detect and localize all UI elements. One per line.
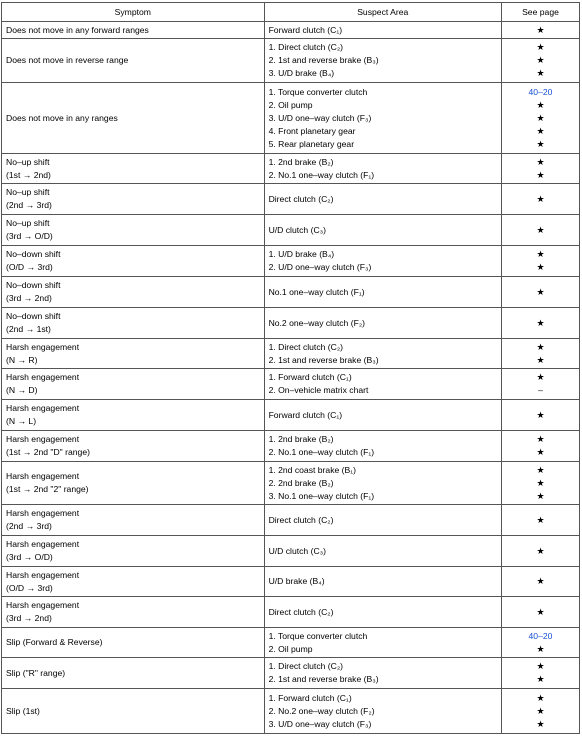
see-page-cell-line: ★ <box>536 477 545 488</box>
symptom-cell-line: Harsh engagement <box>6 434 80 444</box>
table-row <box>2 567 580 597</box>
symptom-cell <box>2 400 265 431</box>
see-page-cell-line: ★ <box>536 545 545 556</box>
symptom-cell-line: (1st → 2nd "D" range) <box>6 447 90 457</box>
see-page-cell-line: ★ <box>536 262 545 272</box>
see-page-cell-line: ★ <box>536 674 545 684</box>
suspect-area-cell-line: 1. 2nd brake (B₂) <box>268 434 334 444</box>
see-page-cell-line: ★ <box>536 514 545 525</box>
see-page-cell-line: – <box>538 385 543 395</box>
see-page-cell-line: ★ <box>536 341 545 352</box>
suspect-area-cell-line: Forward clutch (C₁) <box>268 24 343 35</box>
symptom-cell <box>2 83 265 154</box>
suspect-area-cell <box>264 462 501 505</box>
table-row <box>2 246 580 277</box>
suspect-area-cell <box>264 628 501 658</box>
table-row <box>2 536 580 567</box>
symptom-cell-line: No–down shift <box>6 249 61 259</box>
see-page-cell-line: ★ <box>536 156 545 167</box>
symptom-cell-line: Harsh engagement <box>6 372 80 382</box>
symptom-cell-line: Harsh engagement <box>6 600 80 610</box>
suspect-area-cell-line: 2. On–vehicle matrix chart <box>268 385 369 395</box>
suspect-area-cell-line: U/D clutch (C₃) <box>268 224 327 235</box>
symptom-cell <box>2 369 265 400</box>
table-row <box>2 689 580 734</box>
see-page-cell-line: ★ <box>536 490 545 501</box>
suspect-area-cell <box>264 184 501 215</box>
table-row <box>2 339 580 369</box>
table-row <box>2 628 580 658</box>
symptom-cell-line: Harsh engagement <box>6 569 80 580</box>
troubleshooting-table <box>1 2 580 734</box>
suspect-area-cell-line: 1. Torque converter clutch <box>268 86 368 97</box>
see-page-cell-line: ★ <box>536 24 545 35</box>
suspect-area-cell-line: 1. 2nd coast brake (B₁) <box>268 464 357 475</box>
suspect-area-cell <box>264 369 501 400</box>
suspect-area-cell-line: No.2 one–way clutch (F₂) <box>268 317 366 328</box>
table-row <box>2 505 580 536</box>
table-body <box>2 22 580 734</box>
suspect-area-cell-line: Direct clutch (C₂) <box>268 193 334 204</box>
symptom-cell <box>2 567 265 597</box>
suspect-area-cell-line: Direct clutch (C₂) <box>268 606 334 617</box>
see-page-cell <box>501 462 579 505</box>
see-page-cell <box>501 400 579 431</box>
see-page-cell-line: ★ <box>536 372 545 382</box>
symptom-cell <box>2 462 265 505</box>
suspect-area-cell <box>264 339 501 369</box>
symptom-cell-line: (3rd → 2nd) <box>6 613 52 623</box>
symptom-cell <box>2 597 265 628</box>
see-page-cell <box>501 308 579 339</box>
suspect-area-cell-line: 2. 1st and reverse brake (B₃) <box>268 674 379 684</box>
symptom-cell-line: Harsh engagement <box>6 508 80 518</box>
table-row <box>2 308 580 339</box>
symptom-cell-line: (2nd → 3rd) <box>6 521 52 531</box>
symptom-cell-line: Harsh engagement <box>6 341 80 352</box>
see-page-cell-line: ★ <box>536 125 545 136</box>
see-page-cell-line: ★ <box>536 447 545 457</box>
symptom-cell-line: No–up shift <box>6 218 50 228</box>
symptom-cell-line: (O/D → 3rd) <box>6 582 53 593</box>
symptom-cell-line: No–up shift <box>6 156 50 167</box>
symptom-cell <box>2 628 265 658</box>
see-page-header: See page <box>501 3 579 22</box>
suspect-area-cell-line: 2. No.1 one–way clutch (F₁) <box>268 169 375 180</box>
symptom-cell-line: (O/D → 3rd) <box>6 262 53 272</box>
symptom-cell-line: Harsh engagement <box>6 539 80 549</box>
suspect-area-cell-line: Forward clutch (C₁) <box>268 409 343 420</box>
see-page-cell <box>501 597 579 628</box>
suspect-area-cell-line: 2. 2nd brake (B₂) <box>268 477 334 488</box>
see-page-cell <box>501 154 579 184</box>
symptom-cell-line: Harsh engagement <box>6 471 80 481</box>
symptom-cell-line: No–down shift <box>6 280 61 290</box>
symptom-cell-line: Harsh engagement <box>6 403 80 413</box>
see-page-cell-line: ★ <box>536 464 545 475</box>
suspect-area-cell-line: 1. Direct clutch (C₂) <box>268 42 344 52</box>
symptom-cell <box>2 39 265 83</box>
suspect-area-cell-line: U/D clutch (C₃) <box>268 545 327 556</box>
see-page-cell <box>501 215 579 246</box>
see-page-cell-line: ★ <box>536 42 545 52</box>
table-row <box>2 215 580 246</box>
symptom-cell-line: Slip (1st) <box>6 705 40 716</box>
symptom-cell <box>2 154 265 184</box>
symptom-cell-line: Slip ("R" range) <box>6 667 66 678</box>
table-row <box>2 597 580 628</box>
see-page-cell-line: ★ <box>536 354 545 365</box>
see-page-cell <box>501 689 579 734</box>
see-page-cell <box>501 339 579 369</box>
see-page-cell-line: ★ <box>536 718 545 729</box>
symptom-cell <box>2 308 265 339</box>
symptom-cell <box>2 246 265 277</box>
suspect-area-cell <box>264 658 501 689</box>
see-page-cell <box>501 22 579 39</box>
symptom-cell-line: (N → L) <box>6 416 37 426</box>
suspect-area-header: Suspect Area <box>264 3 501 22</box>
suspect-area-cell-line: 3. U/D brake (B₄) <box>268 68 335 78</box>
suspect-area-cell <box>264 308 501 339</box>
symptom-cell-line: Does not move in reverse range <box>6 55 129 65</box>
suspect-area-cell <box>264 83 501 154</box>
symptom-cell <box>2 339 265 369</box>
see-page-cell-line: ★ <box>536 193 545 204</box>
suspect-area-cell-line: 2. Oil pump <box>268 643 313 654</box>
see-page-cell-line: ★ <box>536 409 545 420</box>
page-link[interactable]: 40–20 <box>528 630 553 641</box>
symptom-cell <box>2 505 265 536</box>
page-link[interactable]: 40–20 <box>528 86 553 97</box>
see-page-cell-line: ★ <box>536 169 545 180</box>
suspect-area-cell <box>264 39 501 83</box>
suspect-area-cell <box>264 567 501 597</box>
suspect-area-cell-line: 2. Oil pump <box>268 99 313 110</box>
suspect-area-cell-line: 1. Forward clutch (C₁) <box>268 372 352 382</box>
see-page-cell-line: ★ <box>536 224 545 235</box>
suspect-area-cell-line: 2. 1st and reverse brake (B₃) <box>268 55 379 65</box>
suspect-area-cell-line: 2. 1st and reverse brake (B₃) <box>268 354 379 365</box>
suspect-area-cell <box>264 689 501 734</box>
see-page-cell-line: ★ <box>536 606 545 617</box>
table-row <box>2 431 580 462</box>
symptom-cell-line: (2nd → 3rd) <box>6 200 52 210</box>
see-page-cell-line: ★ <box>536 692 545 703</box>
symptom-cell <box>2 277 265 308</box>
see-page-cell-line: ★ <box>536 643 545 654</box>
table-row <box>2 39 580 83</box>
suspect-area-cell-line: 2. U/D one–way clutch (F₃) <box>268 262 372 272</box>
see-page-cell <box>501 431 579 462</box>
symptom-cell-line: No–down shift <box>6 311 61 321</box>
suspect-area-cell <box>264 246 501 277</box>
symptom-cell-line: (1st → 2nd) <box>6 169 51 180</box>
see-page-cell <box>501 658 579 689</box>
suspect-area-cell-line: No.1 one–way clutch (F₁) <box>268 286 365 297</box>
see-page-cell <box>501 567 579 597</box>
see-page-cell-line: ★ <box>536 68 545 78</box>
suspect-area-cell-line: 1. 2nd brake (B₂) <box>268 156 334 167</box>
table-row <box>2 22 580 39</box>
suspect-area-cell-line: 1. U/D brake (B₄) <box>268 249 335 259</box>
symptom-cell <box>2 536 265 567</box>
see-page-cell <box>501 39 579 83</box>
see-page-cell-line: ★ <box>536 55 545 65</box>
see-page-cell-line: ★ <box>536 705 545 716</box>
table-row <box>2 83 580 154</box>
see-page-cell <box>501 505 579 536</box>
suspect-area-cell-line: Direct clutch (C₂) <box>268 514 334 525</box>
suspect-area-cell-line: 1. Direct clutch (C₂) <box>268 661 344 671</box>
symptom-cell <box>2 658 265 689</box>
see-page-cell-line: ★ <box>536 138 545 149</box>
table-row <box>2 400 580 431</box>
symptom-cell-line: (1st → 2nd "2" range) <box>6 484 89 494</box>
see-page-cell <box>501 628 579 658</box>
suspect-area-cell-line: 3. U/D one–way clutch (F₃) <box>268 112 372 123</box>
symptom-cell-line: Slip (Forward & Reverse) <box>6 637 103 647</box>
see-page-cell-line: ★ <box>536 249 545 259</box>
see-page-cell-line: ★ <box>536 112 545 123</box>
symptom-cell <box>2 215 265 246</box>
symptom-cell-line: (3rd → 2nd) <box>6 293 52 303</box>
see-page-cell-line: ★ <box>536 661 545 671</box>
see-page-cell <box>501 277 579 308</box>
suspect-area-cell-line: 2. No.1 one–way clutch (F₁) <box>268 447 375 457</box>
symptom-cell-line: Does not move in any forward ranges <box>6 24 149 35</box>
suspect-area-cell-line: 3. No.1 one–way clutch (F₁) <box>268 490 375 501</box>
suspect-area-cell <box>264 215 501 246</box>
table-row <box>2 658 580 689</box>
symptom-cell-line: (N → D) <box>6 385 38 395</box>
suspect-area-cell-line: U/D brake (B₄) <box>268 576 325 586</box>
suspect-area-cell-line: 3. U/D one–way clutch (F₃) <box>268 718 372 729</box>
see-page-cell <box>501 83 579 154</box>
header-row <box>2 3 580 22</box>
suspect-area-cell-line: 1. Torque converter clutch <box>268 630 368 641</box>
suspect-area-cell <box>264 400 501 431</box>
suspect-area-cell <box>264 431 501 462</box>
see-page-cell-line: ★ <box>536 99 545 110</box>
see-page-cell-line: ★ <box>536 434 545 444</box>
symptom-cell-line: (3rd → O/D) <box>6 231 53 241</box>
see-page-cell <box>501 536 579 567</box>
see-page-cell-line: ★ <box>536 317 545 328</box>
symptom-header: Symptom <box>2 3 265 22</box>
symptom-cell-line: No–up shift <box>6 187 50 197</box>
symptom-cell-line: (3rd → O/D) <box>6 552 53 562</box>
suspect-area-cell <box>264 536 501 567</box>
suspect-area-cell <box>264 597 501 628</box>
suspect-area-cell-line: 4. Front planetary gear <box>268 125 356 136</box>
see-page-cell-line: ★ <box>536 286 545 297</box>
table-row <box>2 369 580 400</box>
suspect-area-cell <box>264 277 501 308</box>
symptom-cell-line: (2nd → 1st) <box>6 324 51 334</box>
suspect-area-cell-line: 1. Direct clutch (C₂) <box>268 341 344 352</box>
table-row <box>2 462 580 505</box>
symptom-cell <box>2 184 265 215</box>
symptom-cell <box>2 689 265 734</box>
suspect-area-cell-line: 2. No.2 one–way clutch (F₂) <box>268 705 375 716</box>
suspect-area-cell <box>264 505 501 536</box>
suspect-area-cell-line: 5. Rear planetary gear <box>268 138 355 149</box>
see-page-cell-line: ★ <box>536 576 545 586</box>
table-row <box>2 154 580 184</box>
suspect-area-cell <box>264 154 501 184</box>
see-page-cell <box>501 246 579 277</box>
table-row <box>2 184 580 215</box>
symptom-cell <box>2 431 265 462</box>
see-page-cell <box>501 184 579 215</box>
symptom-cell-line: Does not move in any ranges <box>6 112 118 123</box>
suspect-area-cell <box>264 22 501 39</box>
symptom-cell-line: (N → R) <box>6 354 38 365</box>
see-page-cell <box>501 369 579 400</box>
suspect-area-cell-line: 1. Forward clutch (C₁) <box>268 692 352 703</box>
table-row <box>2 277 580 308</box>
symptom-cell <box>2 22 265 39</box>
